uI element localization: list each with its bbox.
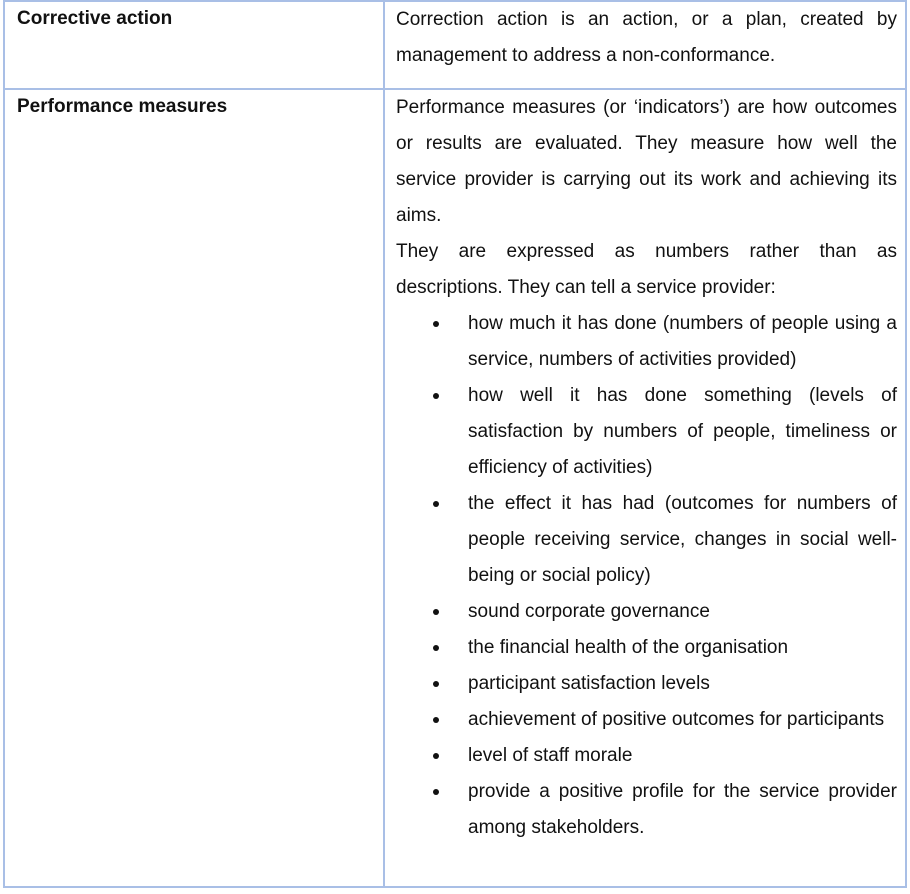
glossary-table <box>3 0 907 888</box>
bullet-icon <box>433 501 439 507</box>
list-item-text: the effect it has had (outcomes for numbers of people receiving service, changes in social well-being or social policy) <box>468 493 897 586</box>
list-item <box>468 378 897 486</box>
list-item <box>468 306 897 378</box>
list-item <box>468 774 897 846</box>
list-item-text: provide a positive profile for the service provider among stakeholders. <box>468 781 897 838</box>
term-cell <box>4 89 384 887</box>
list-item-text: how much it has done (numbers of people using a service, numbers of activities provided) <box>468 313 897 370</box>
table-row <box>4 89 906 887</box>
list-item <box>468 486 897 594</box>
definition-paragraph: Performance measures (or ‘indicators’) are how outcomes or results are evaluated. They measure how well the service provider is carrying out its work and achieving its aims. <box>396 97 897 226</box>
definition-cell <box>384 89 906 887</box>
bullet-icon <box>433 753 439 759</box>
list-item-text: how well it has done something (levels of satisfaction by numbers of people, timeliness or efficiency of activities) <box>468 385 897 478</box>
list-item-text: sound corporate governance <box>468 601 710 622</box>
list-item-text: level of staff morale <box>468 745 633 766</box>
bullet-icon <box>433 681 439 687</box>
definition-cell <box>384 1 906 89</box>
definition-paragraph: Correction action is an action, or a plan, created by management to address a non-conformance. <box>396 9 897 66</box>
term-cell <box>4 1 384 89</box>
bullet-icon <box>433 789 439 795</box>
bullet-list <box>396 306 897 846</box>
list-item-text: the financial health of the organisation <box>468 637 789 658</box>
bullet-icon <box>433 321 439 327</box>
list-item <box>468 738 897 774</box>
term-label: Performance measures <box>17 96 228 117</box>
term-label: Corrective action <box>17 8 173 29</box>
bullet-icon <box>433 393 439 399</box>
list-item <box>468 630 897 666</box>
bullet-icon <box>433 645 439 651</box>
list-item <box>468 594 897 630</box>
list-item <box>468 666 897 702</box>
bullet-icon <box>433 609 439 615</box>
list-item-text: participant satisfaction levels <box>468 673 710 694</box>
list-item-text: achievement of positive outcomes for participants <box>468 709 885 730</box>
table-row <box>4 1 906 89</box>
list-item <box>468 702 897 738</box>
definition-paragraph: They are expressed as numbers rather than as descriptions. They can tell a service provider: <box>396 241 897 298</box>
bullet-icon <box>433 717 439 723</box>
